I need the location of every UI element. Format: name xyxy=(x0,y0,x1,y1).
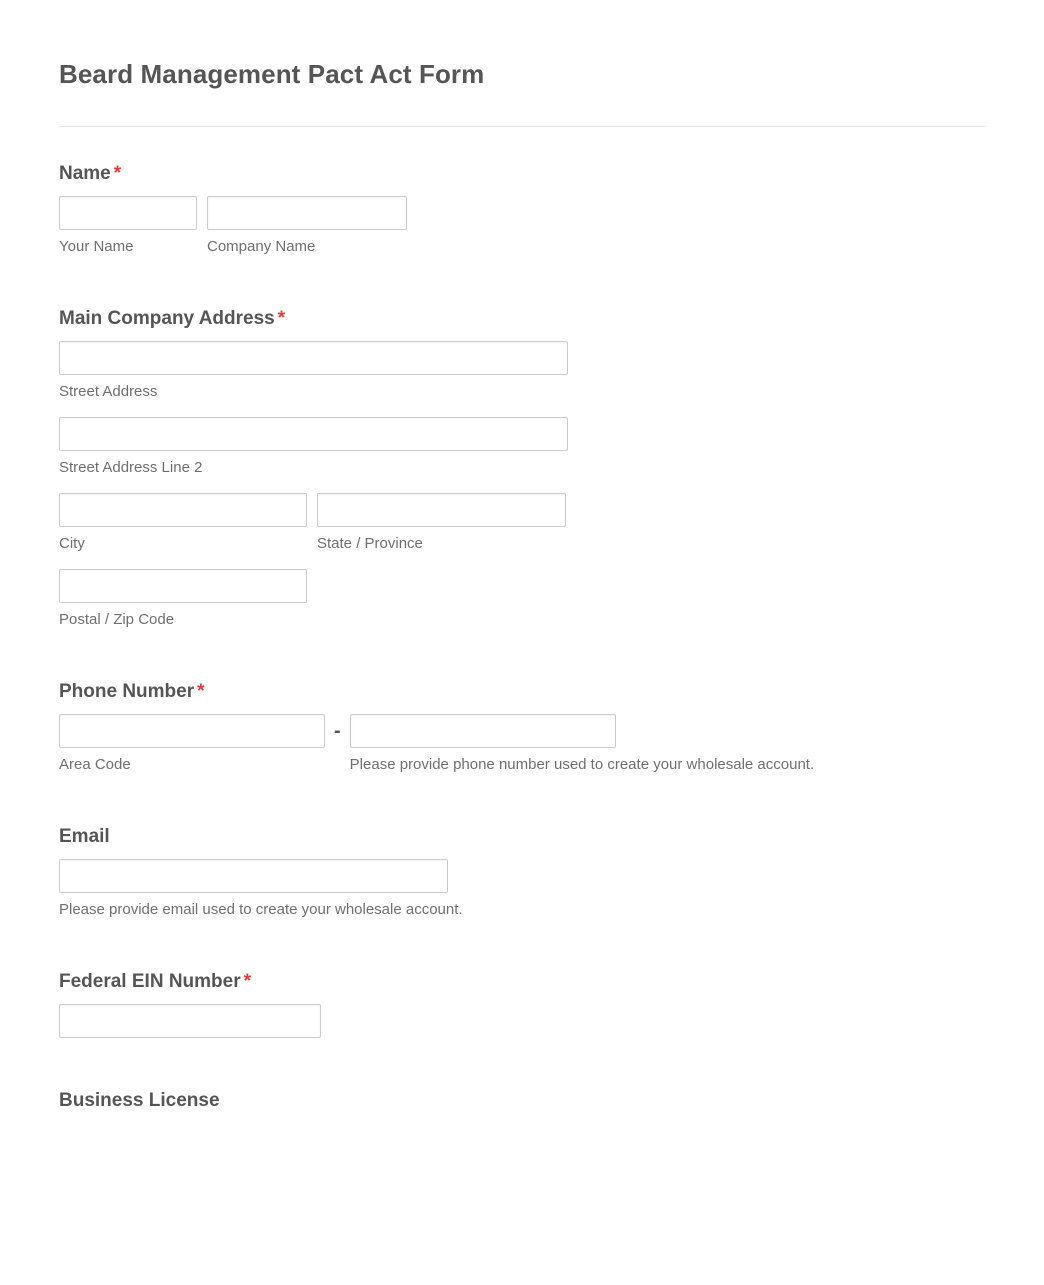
ein-group xyxy=(59,1004,985,1038)
street-address-2-input[interactable] xyxy=(59,417,568,451)
phone-number-group xyxy=(350,714,814,774)
company-name-input[interactable] xyxy=(207,196,407,230)
label-address xyxy=(59,308,985,330)
street-address-group xyxy=(59,341,985,401)
postal-code-sublabel: Postal / Zip Code xyxy=(59,611,175,628)
street-address-row xyxy=(59,341,985,401)
city-sublabel: City xyxy=(59,535,85,552)
form-body xyxy=(0,127,1044,1112)
field-block-email xyxy=(59,774,985,919)
city-state-row xyxy=(59,493,985,553)
postal-code-row xyxy=(59,569,985,629)
required-asterisk-phone: * xyxy=(197,681,205,702)
street-address-input[interactable] xyxy=(59,341,568,375)
your-name-group xyxy=(59,196,197,256)
company-name-sublabel: Company Name xyxy=(207,238,316,255)
field-block-business-license xyxy=(59,1038,985,1112)
area-code-sublabel: Area Code xyxy=(59,756,131,773)
label-business-license xyxy=(59,1090,985,1112)
company-name-group xyxy=(207,196,407,256)
area-code-group xyxy=(59,714,325,774)
label-business-license-text: Business License xyxy=(59,1090,220,1111)
name-row xyxy=(59,196,985,256)
email-hint: Please provide email used to create your wholesale account. xyxy=(59,901,463,918)
label-name xyxy=(59,163,985,185)
label-ein xyxy=(59,971,985,993)
street-address-2-row xyxy=(59,417,985,477)
city-input[interactable] xyxy=(59,493,307,527)
label-name-text: Name xyxy=(59,163,111,184)
state-province-input[interactable] xyxy=(317,493,566,527)
required-asterisk-name: * xyxy=(113,163,122,184)
street-address-sublabel: Street Address xyxy=(59,383,158,400)
phone-row xyxy=(59,714,985,774)
state-group xyxy=(317,493,566,553)
phone-number-sublabel: Please provide phone number used to create your wholesale account. xyxy=(349,756,815,773)
required-asterisk-address: * xyxy=(277,308,286,329)
label-email xyxy=(59,826,985,848)
email-group xyxy=(59,859,985,919)
label-phone xyxy=(59,681,985,703)
postal-code-input[interactable] xyxy=(59,569,307,603)
label-phone-text: Phone Number xyxy=(59,681,195,702)
email-input[interactable] xyxy=(59,859,448,893)
label-ein-text: Federal EIN Number xyxy=(59,971,241,992)
state-province-sublabel: State / Province xyxy=(317,535,423,552)
required-asterisk-ein: * xyxy=(243,971,252,992)
page-title: Beard Management Pact Act Form xyxy=(59,59,485,89)
area-code-input[interactable] xyxy=(59,714,325,748)
phone-separator-dash: - xyxy=(334,720,341,742)
your-name-sublabel: Your Name xyxy=(59,238,134,255)
postal-code-group xyxy=(59,569,985,629)
city-group xyxy=(59,493,307,553)
street-address-2-sublabel: Street Address Line 2 xyxy=(59,459,203,476)
street-address-2-group xyxy=(59,417,985,477)
label-email-text: Email xyxy=(59,826,110,847)
field-block-name xyxy=(59,127,985,256)
field-block-phone xyxy=(59,629,985,774)
field-block-address xyxy=(59,256,985,629)
label-address-text: Main Company Address xyxy=(59,308,275,329)
phone-number-input[interactable] xyxy=(350,714,616,748)
your-name-input[interactable] xyxy=(59,196,197,230)
ein-input[interactable] xyxy=(59,1004,321,1038)
form-header xyxy=(0,0,1044,90)
field-block-ein xyxy=(59,919,985,1038)
